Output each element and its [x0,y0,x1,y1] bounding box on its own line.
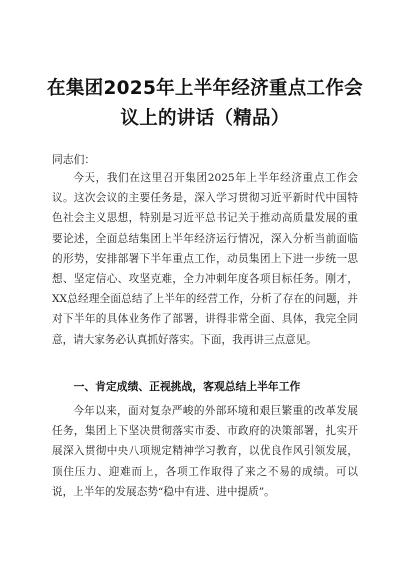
body-paragraph: 今天，我们在这里召开集团2025年上半年经济重点工作会议。这次会议的主要任务是，深入学习贯彻习近平新时代中国特色社会主义思想，特别是习近平总书记关于推动高质量发展的重要论述，全面总结集团上半年经济运行情况，深入分析当前面临的形势，安排部署下半年重点工作，动员集团上下进一步统一思想、坚定信心、攻坚克难，全力冲刺年度各项目标任务。刚才，XX总经理全面总结了上半年的经营工作，分析了存在的问题，并对下半年的具体业务作了部署，讲得非常全面、具体，我完全同意，请大家务必认真抓好落实。下面，我再讲三点意见。 [52,172,358,346]
section-paragraph: 今年以来，面对复杂严峻的外部环境和艰巨繁重的改革发展任务，集团上下坚决贯彻落实市委、市政府的决策部署，扎实开展深入贯彻中央八项规定精神学习教育，以优良作风引领发展，顶住压力、迎难而上，各项工作取得了来之不易的成绩。可以说，上半年的发展态势“稳中有进、进中提质”。 [52,405,358,498]
section-heading: 一、肯定成绩、正视挑战，客观总结上半年工作 [73,380,301,393]
salutation: 同志们： [52,153,96,166]
document-title: 在集团2025年上半年经济重点工作会议上的讲话（精品） [47,78,363,129]
